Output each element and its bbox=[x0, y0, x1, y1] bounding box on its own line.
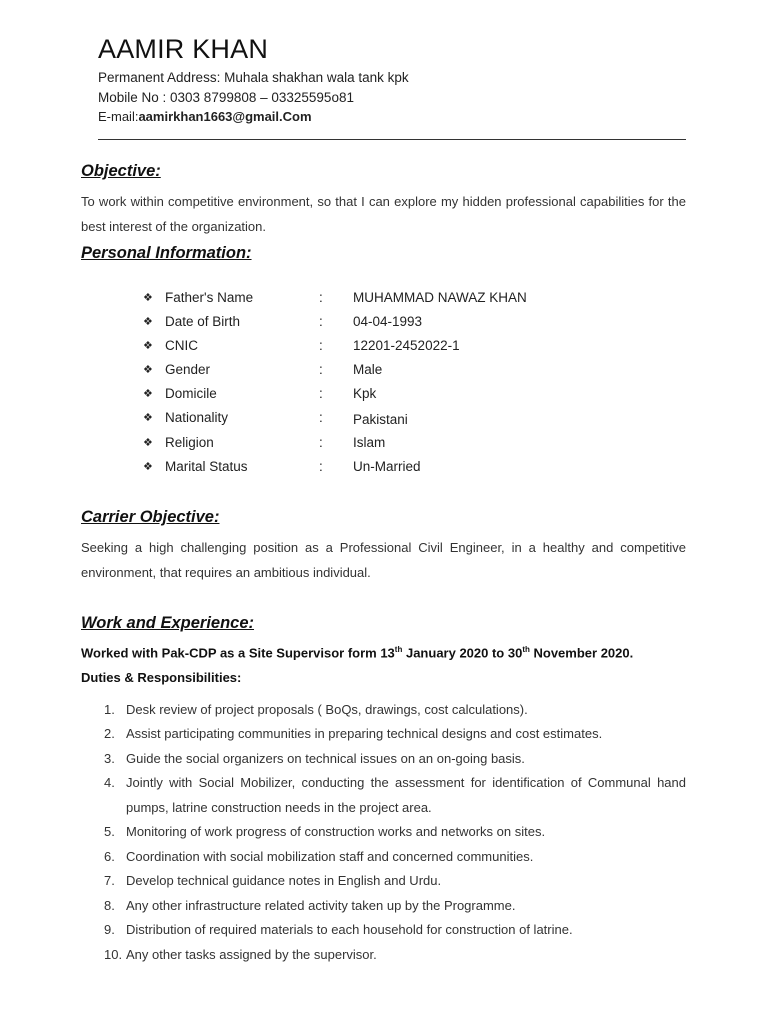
duty-text: Any other tasks assigned by the supervisor. bbox=[126, 947, 377, 962]
row-separator: : bbox=[319, 361, 323, 377]
bullet-icon: ❖ bbox=[143, 315, 153, 328]
carrier-objective-text: Seeking a high challenging position as a Professional Civil Engineer, in a healthy and competitive environment, that requires an ambitious individual. bbox=[81, 540, 686, 580]
bullet-icon: ❖ bbox=[143, 291, 153, 304]
header-divider bbox=[98, 139, 686, 140]
email-address: aamirkhan1663@gmail.Com bbox=[138, 109, 312, 124]
duty-number: 9. bbox=[104, 922, 115, 937]
personal-row-date-of-birth bbox=[143, 309, 653, 333]
duty-text: Distribution of required materials to each household for construction of latrine. bbox=[126, 922, 573, 937]
permanent-address: Permanent Address: Muhala shakhan wala tank kpk bbox=[98, 70, 409, 85]
duty-number: 3. bbox=[104, 751, 115, 766]
duty-number: 8. bbox=[104, 898, 115, 913]
bullet-icon: ❖ bbox=[143, 339, 153, 352]
row-separator: : bbox=[319, 434, 323, 450]
duty-text: Coordination with social mobilization staff and concerned communities. bbox=[126, 849, 534, 864]
duty-item bbox=[104, 894, 686, 919]
row-label: Religion bbox=[165, 434, 214, 450]
row-value: Un-Married bbox=[353, 458, 421, 474]
duty-number: 6. bbox=[104, 849, 115, 864]
personal-row-gender bbox=[143, 357, 653, 381]
work-summary: Worked with Pak-CDP as a Site Supervisor form 13th January 2020 to 30th November 2020. bbox=[81, 645, 634, 661]
duty-number: 1. bbox=[104, 702, 115, 717]
work-experience-heading: Work and Experience: bbox=[81, 614, 255, 632]
duty-item bbox=[104, 820, 686, 845]
duty-item bbox=[104, 918, 686, 943]
duty-text: Develop technical guidance notes in English and Urdu. bbox=[126, 873, 442, 888]
bullet-icon: ❖ bbox=[143, 387, 153, 400]
personal-info-heading: Personal Information: bbox=[81, 244, 252, 262]
duty-item bbox=[104, 845, 686, 870]
row-separator: : bbox=[319, 337, 323, 353]
duty-item bbox=[104, 747, 686, 772]
row-label: CNIC bbox=[165, 337, 198, 353]
row-value: Islam bbox=[353, 434, 386, 450]
duty-item bbox=[104, 869, 686, 894]
row-value: Pakistani bbox=[353, 411, 408, 427]
row-label: Nationality bbox=[165, 409, 229, 425]
row-value: MUHAMMAD NAWAZ KHAN bbox=[353, 289, 527, 305]
row-label: Domicile bbox=[165, 385, 217, 401]
row-separator: : bbox=[319, 409, 323, 425]
duty-text: Monitoring of work progress of construction works and networks on sites. bbox=[126, 824, 546, 839]
duty-text: Assist participating communities in preparing technical designs and cost estimates. bbox=[126, 726, 603, 741]
carrier-objective-heading: Carrier Objective: bbox=[81, 508, 220, 526]
personal-row-nationality bbox=[143, 405, 653, 429]
bullet-icon: ❖ bbox=[143, 460, 153, 473]
personal-row-cnic bbox=[143, 333, 653, 357]
row-value: 12201-2452022-1 bbox=[353, 337, 460, 353]
duty-item bbox=[104, 771, 686, 820]
duty-number: 4. bbox=[104, 775, 115, 790]
duty-text: Desk review of project proposals ( BoQs, drawings, cost calculations). bbox=[126, 702, 528, 717]
email-line bbox=[98, 109, 312, 124]
row-label: Marital Status bbox=[165, 458, 248, 474]
duty-number: 2. bbox=[104, 726, 115, 741]
duty-text: Any other infrastructure related activity taken up by the Programme. bbox=[126, 898, 516, 913]
duty-number: 7. bbox=[104, 873, 115, 888]
candidate-name: AAMIR KHAN bbox=[98, 34, 269, 64]
row-separator: : bbox=[319, 313, 323, 329]
duty-item bbox=[104, 722, 686, 747]
bullet-icon: ❖ bbox=[143, 363, 153, 376]
duty-item bbox=[104, 943, 686, 968]
row-label: Date of Birth bbox=[165, 313, 241, 329]
objective-heading: Objective: bbox=[81, 162, 161, 180]
row-separator: : bbox=[319, 458, 323, 474]
bullet-icon: ❖ bbox=[143, 411, 153, 424]
objective-text: To work within competitive environment, so that I can explore my hidden professional capabilities for the best interest of the organization. bbox=[81, 194, 686, 234]
duty-item bbox=[104, 698, 686, 723]
personal-row-marital-status bbox=[143, 454, 653, 478]
row-value: Male bbox=[353, 361, 383, 377]
mobile-number: Mobile No : 0303 8799808 – 03325595o81 bbox=[98, 90, 354, 105]
duty-text: Guide the social organizers on technical issues on an on-going basis. bbox=[126, 751, 525, 766]
email-label: E-mail: bbox=[98, 109, 139, 124]
duties-heading: Duties & Responsibilities: bbox=[81, 670, 242, 685]
row-label: Gender bbox=[165, 361, 211, 377]
row-value: 04-04-1993 bbox=[353, 313, 423, 329]
personal-row-religion bbox=[143, 430, 653, 454]
bullet-icon: ❖ bbox=[143, 436, 153, 449]
duty-number: 5. bbox=[104, 824, 115, 839]
duty-number: 10. bbox=[104, 947, 123, 962]
row-label: Father's Name bbox=[165, 289, 254, 305]
row-separator: : bbox=[319, 289, 323, 305]
personal-row-fathers-name bbox=[143, 285, 653, 309]
row-value: Kpk bbox=[353, 385, 377, 401]
duty-text: Jointly with Social Mobilizer, conducting the assessment for identification of Communal hand pumps, latrine construction needs in the project area. bbox=[126, 775, 686, 815]
personal-row-domicile bbox=[143, 381, 653, 405]
row-separator: : bbox=[319, 385, 323, 401]
